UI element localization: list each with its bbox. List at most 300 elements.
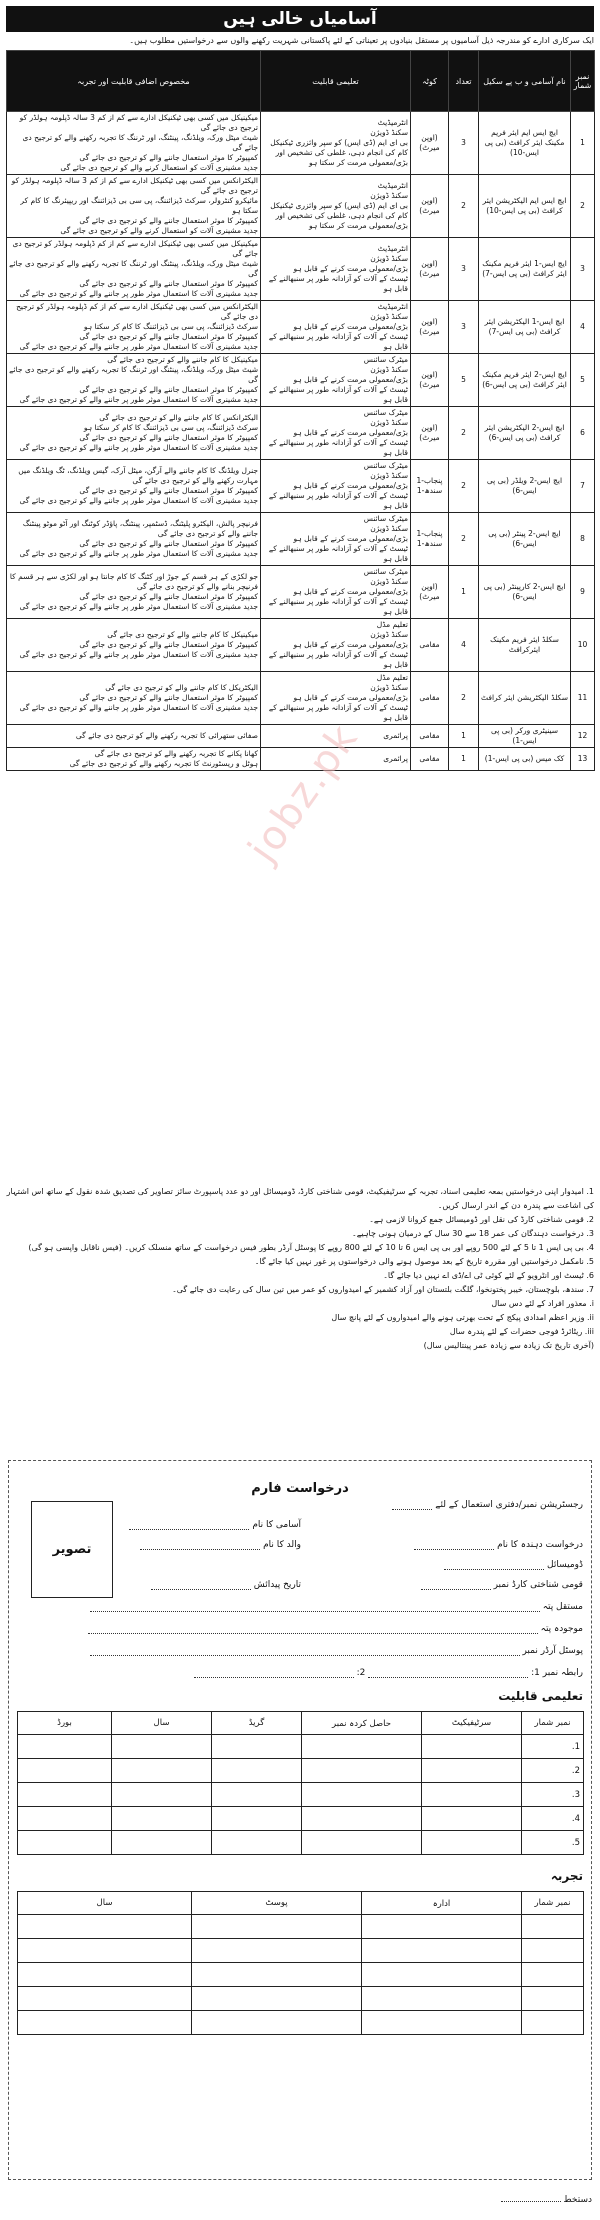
qualification-line: ٹیسٹ کے آلات کو آزادانہ طور پر سنبھالنے کے قابل ہو: [268, 274, 408, 293]
experience-row: [18, 2011, 584, 2035]
qualification-line: ٹیسٹ کے آلات کو آزادانہ طور پر سنبھالنے کے قابل ہو: [268, 650, 408, 669]
vacancy-qualification: [261, 513, 411, 566]
registration-line: [392, 1499, 432, 1510]
vacancy-qualification: [261, 672, 411, 725]
contact1-line: [368, 1667, 528, 1678]
vacancy-count: 2: [449, 513, 479, 566]
vacancy-post: ایچ ایس-2 الیکٹریشن ایئر کرافٹ (بی پی ایس-6): [479, 407, 571, 460]
experience-line: میکینیکل میں کسی بھی ٹیکنیکل ادارے سے کم از کم ڈپلومہ ہولڈر کو ترجیح دی جائے گی: [12, 239, 258, 258]
qualification-line: بڑی/معمولی مرمت کرنے کے قابل ہو: [293, 587, 408, 596]
education-cell[interactable]: [112, 1831, 212, 1855]
vacancy-row: [7, 566, 595, 619]
experience-line: مائیکرو کنٹرولر، سرکٹ ڈیزائننگ، پی سی بی ڈیزائننگ اور ریپیئرنگ کا کام کر سکتا ہو: [20, 196, 258, 215]
exp-header-institution: ادارہ: [362, 1892, 522, 1915]
vacancy-serial: 7: [571, 460, 595, 513]
domicile-line: [444, 1559, 544, 1570]
vacancy-quota: (اوپن میرٹ): [411, 238, 449, 301]
contact1-label: رابطہ نمبر 1:: [531, 1668, 583, 1678]
exp-header-serial: نمبر شمار: [522, 1892, 584, 1915]
vacancy-post: ایچ ایس ایم الیکٹریشن ایئر کرافٹ (بی پی ایس-10): [479, 175, 571, 238]
qualification-line: ٹیسٹ کے آلات کو آزادانہ طور پر سنبھالنے کے قابل ہو: [268, 438, 408, 457]
form-title: درخواست فارم: [251, 1481, 349, 1496]
education-row: [18, 1759, 584, 1783]
experience-line: شیٹ میٹل ورک، ویلڈنگ، پینٹنگ اور ٹرننگ کا تجربہ رکھنے والے کو ترجیح دی جائے گی: [9, 365, 258, 384]
qualification-line: سکنڈ ڈویژن: [370, 128, 408, 137]
experience-row: [18, 1939, 584, 1963]
experience-cell[interactable]: [522, 2011, 584, 2035]
experience-line: الیکٹرانکس کا کام جاننے والے کو ترجیح دی جائے گی: [99, 413, 258, 422]
education-cell[interactable]: [112, 1783, 212, 1807]
qualification-line: میٹرک سائنس: [363, 567, 408, 576]
experience-line: کمپیوٹر کا موثر استعمال جاننے والے کو ترجیح دی جائے گی: [79, 385, 258, 394]
intro-text: ایک سرکاری ادارے کو مندرجہ ذیل آسامیوں پر مستقل بنیادوں پر تعیناتی کے لئے پاکستانی شہریت رکھنے والوں سے درخواستیں مطلوب ہیں۔: [129, 36, 594, 45]
education-row: [18, 1807, 584, 1831]
experience-cell[interactable]: [522, 1963, 584, 1987]
vacancy-post: سینیٹری ورکر (بی پی ایس-1): [479, 725, 571, 748]
qualification-line: بڑی/معمولی مرمت کرنے کے قابل ہو: [293, 534, 408, 543]
vacancy-count: 3: [449, 238, 479, 301]
education-serial: 5.: [522, 1831, 584, 1855]
education-cell[interactable]: [212, 1831, 302, 1855]
experience-line: میکینیکل کا کام جاننے والے کو ترجیح دی جائے گی: [107, 630, 258, 639]
vacancy-experience: [7, 460, 261, 513]
col-header-serial: نمبر شمار: [571, 51, 595, 112]
current-address-line: [88, 1623, 538, 1634]
vacancy-experience: [7, 748, 261, 771]
education-cell[interactable]: [422, 1783, 522, 1807]
vacancy-row: [7, 301, 595, 354]
experience-line: کمپیوٹر کا موثر استعمال جاننے والے کو ترجیح دی جائے گی: [79, 216, 258, 225]
experience-header-row: [18, 1892, 584, 1915]
father-name-line: [140, 1539, 260, 1550]
experience-cell[interactable]: [522, 1939, 584, 1963]
qualification-line: سکنڈ ڈویژن: [370, 577, 408, 586]
vacancy-experience: [7, 175, 261, 238]
vacancy-count: 3: [449, 112, 479, 175]
vacancies-body: [7, 112, 595, 771]
qualification-line: سکنڈ ڈویژن: [370, 471, 408, 480]
qualification-line: میٹرک سائنس: [363, 408, 408, 417]
vacancies-table: [6, 50, 595, 771]
vacancy-serial: 2: [571, 175, 595, 238]
experience-line: صفائی ستھرائی کا تجربہ رکھنے والے کو ترجیح دی جائے گی: [75, 731, 258, 740]
qualification-line: ٹیسٹ کے آلات کو آزادانہ طور پر سنبھالنے کے قابل ہو: [268, 703, 408, 722]
experience-line: شیٹ میٹل ورک، ویلڈنگ، پینٹنگ اور ٹرننگ کا تجربہ رکھنے والے کو ترجیح دی جائے گی: [9, 259, 258, 278]
vacancy-count: 5: [449, 354, 479, 407]
vacancy-experience: [7, 301, 261, 354]
vacancy-qualification: [261, 460, 411, 513]
vacancy-quota: مقامی: [411, 672, 449, 725]
col-header-quota: کوٹہ: [411, 51, 449, 112]
education-serial: 3.: [522, 1783, 584, 1807]
vacancy-row: [7, 407, 595, 460]
vacancy-quota: مقامی: [411, 748, 449, 771]
experience-line: شیٹ میٹل ورک، ویلڈنگ، پینٹنگ، اور ٹرننگ کا تجربہ رکھنے والے کو ترجیح دی جائے گی: [22, 133, 258, 152]
experience-line: جو لکڑی کے ہر قسم کے جوڑ اور کٹنگ کا کام جانتا ہو اور لکڑی سے ہر قسم کا فرنیچر بنانے والے کو ترجیح دی جائے گی: [9, 572, 258, 591]
education-cell[interactable]: [302, 1783, 422, 1807]
note-item: (آخری تاریخ تک زیادہ سے زیادہ عمر پینتالیس سال): [423, 1341, 594, 1350]
experience-line: جدید مشینری آلات کا استعمال موثر طور پر جاننے والے کو ترجیح دی جائے گی: [19, 549, 258, 558]
education-row: [18, 1735, 584, 1759]
exp-header-year: سال: [18, 1892, 192, 1915]
education-cell[interactable]: [112, 1807, 212, 1831]
vacancy-serial: 1: [571, 112, 595, 175]
qualification-line: تعلیم مڈل: [376, 673, 408, 682]
vacancy-count: 2: [449, 460, 479, 513]
experience-line: کمپیوٹر کا موثر استعمال جاننے والے کو ترجیح دی جائے گی: [79, 486, 258, 495]
experience-cell[interactable]: [522, 1915, 584, 1939]
qualification-line: میٹرک سائنس: [363, 461, 408, 470]
vacancy-serial: 9: [571, 566, 595, 619]
vacancy-qualification: [261, 238, 411, 301]
vacancy-experience: [7, 725, 261, 748]
vacancy-qualification: [261, 112, 411, 175]
contact-field[interactable]: [194, 1667, 583, 1678]
vacancy-post: سکلڈ ایئر فریم مکینک ایئرکرافٹ: [479, 619, 571, 672]
education-cell[interactable]: [302, 1735, 422, 1759]
vacancy-serial: 3: [571, 238, 595, 301]
experience-body: [18, 1915, 584, 2035]
dob-label: تاریخ پیدائش: [253, 1580, 301, 1590]
qualification-line: بڑی/معمولی مرمت کرنے کے قابل ہو: [293, 693, 408, 702]
experience-line: کمپیوٹر کا موثر استعمال جاننے والے کو ترجیح دی جائے گی: [79, 153, 258, 162]
signature-field[interactable]: [501, 2195, 593, 2205]
qualification-line: پرائمری: [383, 731, 408, 740]
cnic-line: [421, 1579, 491, 1590]
education-cell[interactable]: [112, 1759, 212, 1783]
vacancy-count: 2: [449, 175, 479, 238]
vacancy-experience: [7, 112, 261, 175]
experience-cell[interactable]: [192, 1987, 362, 2011]
vacancy-qualification: [261, 301, 411, 354]
experience-line: کمپیوٹر کا موثر استعمال جاننے والے کو ترجیح دی جائے گی: [79, 592, 258, 601]
vacancy-count: 3: [449, 301, 479, 354]
page-title: آسامیاں خالی ہیں: [6, 6, 594, 32]
education-table: [17, 1711, 584, 1855]
education-cell[interactable]: [18, 1807, 112, 1831]
experience-line: جدید مشینری آلات کا استعمال موثر طور پر جاننے والے کو ترجیح دی جائے گی: [19, 395, 258, 404]
experience-line: فرنیچر پالش، الیکٹرو پلیٹنگ، ڈسٹمپر، پینٹنگ، پاؤڈر کوٹنگ اور آٹو موٹو پینٹنگ جاننے والے کو ترجیح دی جائے گی: [22, 519, 258, 538]
education-cell[interactable]: [422, 1831, 522, 1855]
experience-cell[interactable]: [18, 2011, 192, 2035]
education-cell[interactable]: [422, 1759, 522, 1783]
vacancy-quota: (اوپن میرٹ): [411, 354, 449, 407]
vacancy-experience: [7, 566, 261, 619]
vacancy-post: ایچ ایس-1 الیکٹریشن ایئر کرافٹ (بی پی ایس-7): [479, 301, 571, 354]
vacancy-experience: [7, 354, 261, 407]
education-cell[interactable]: [422, 1735, 522, 1759]
vacancy-row: [7, 238, 595, 301]
education-serial: 4.: [522, 1807, 584, 1831]
vacancy-count: 2: [449, 672, 479, 725]
note-item: 1. امیدوار اپنی درخواستیں بمعہ تعلیمی اسناد، تجربہ کے سرٹیفیکیٹ، قومی شناختی کارڈ، ڈومیسائل اور دو عدد پاسپورٹ سائز تصاویر کی تصدیق شدہ نقول کے ساتھ اس اشتہار کی اشاعت سے پندرہ دن کے اندر ارسال کریں۔: [6, 1187, 594, 1210]
experience-line: جدید مشینری آلات کو استعمال کرنے والے کو ترجیح دی جائے گی: [60, 163, 258, 172]
vacancy-count: 4: [449, 619, 479, 672]
domicile-label: ڈومیسائل: [547, 1560, 583, 1570]
qualification-line: انٹرمیڈیٹ: [377, 118, 408, 127]
qualification-line: بڑی/معمولی مرمت کرنے کے قابل ہو: [293, 264, 408, 273]
vacancy-count: 1: [449, 725, 479, 748]
qualification-line: ٹیسٹ کے آلات کو آزادانہ طور پر سنبھالنے کے قابل ہو: [268, 544, 408, 563]
experience-cell[interactable]: [18, 1939, 192, 1963]
qualification-line: بڑی/معمولی مرمت کرنے کے قابل ہو: [293, 428, 408, 437]
vacancy-post: ایچ ایس-2 پینٹر (بی پی ایس-6): [479, 513, 571, 566]
experience-title: تجربہ: [550, 1869, 583, 1883]
photo-box: تصویر: [31, 1501, 113, 1598]
vacancy-quota: پنجاب-1 سندھ-1: [411, 460, 449, 513]
edu-header-certificate: سرٹیفیکیٹ: [422, 1712, 522, 1735]
experience-cell[interactable]: [362, 2011, 522, 2035]
experience-table: [17, 1891, 584, 2035]
note-item: ii. وزیر اعظم امدادی پیکج کے تحت بھرتی ہونے والے امیدواروں کے لئے پانچ سال: [331, 1313, 594, 1322]
experience-line: جدید مشینری آلات کا استعمال موثر طور پر جاننے والے کو ترجیح دی جائے گی: [19, 443, 258, 452]
vacancy-post: ایچ ایس-2 ویلڈر (بی پی ایس-6): [479, 460, 571, 513]
vacancy-qualification: [261, 354, 411, 407]
father-name-label: والد کا نام: [263, 1540, 301, 1550]
experience-line: کمپیوٹر کا موثر استعمال جاننے والے کو ترجیح دی جائے گی: [79, 640, 258, 649]
vacancy-serial: 10: [571, 619, 595, 672]
experience-line: کھانا پکانے کا تجربہ رکھنے والے کو ترجیح دی جائے گی: [94, 749, 258, 758]
education-header-row: [18, 1712, 584, 1735]
vacancy-quota: پنجاب-1 سندھ-1: [411, 513, 449, 566]
qualification-line: بڑی/معمولی مرمت کرنے کے قابل ہو: [293, 322, 408, 331]
signature-label: دستخط: [563, 2195, 592, 2205]
edu-header-year: سال: [112, 1712, 212, 1735]
permanent-address-label: مستقل پتہ: [542, 1602, 583, 1612]
vacancy-post: ایچ ایس-2 ایئر فریم مکینک ایئر کرافٹ (بی پی ایس-6): [479, 354, 571, 407]
qualification-line: سکنڈ ڈویژن: [370, 683, 408, 692]
vacancy-quota: (اوپن میرٹ): [411, 175, 449, 238]
qualification-line: سکنڈ ڈویژن: [370, 365, 408, 374]
note-item: 2. قومی شناختی کارڈ کی نقل اور ڈومیسائل جمع کروانا لازمی ہے۔: [369, 1215, 594, 1224]
vacancy-qualification: [261, 566, 411, 619]
watermark: jobz.pk: [239, 715, 368, 871]
education-body: [18, 1735, 584, 1855]
vacancy-count: 2: [449, 407, 479, 460]
current-address-field[interactable]: [88, 1623, 583, 1634]
note-item: iii. ریٹائرڈ فوجی حضرات کے لئے پندرہ سال: [449, 1327, 594, 1336]
experience-line: سرکٹ ڈیزائننگ، پی سی بی ڈیزائننگ کا کام کر سکتا ہو: [83, 322, 258, 331]
vacancy-quota: مقامی: [411, 619, 449, 672]
qualification-line: سکنڈ ڈویژن: [370, 312, 408, 321]
cnic-field[interactable]: [421, 1579, 583, 1590]
vacancies-header-row: [7, 51, 595, 112]
experience-cell[interactable]: [522, 1987, 584, 2011]
experience-line: کمپیوٹر کا موثر استعمال جاننے والے کو ترجیح دی جائے گی: [79, 332, 258, 341]
experience-line: جدید مشینری آلات کا استعمال موثر طور پر جاننے والے کو ترجیح دی جائے گی: [19, 342, 258, 351]
qualification-line: پرائمری: [383, 754, 408, 763]
experience-row: [18, 1915, 584, 1939]
qualification-line: تعلیم مڈل: [376, 620, 408, 629]
education-cell[interactable]: [302, 1807, 422, 1831]
postal-order-field[interactable]: [90, 1645, 583, 1656]
experience-line: جدید مشینری آلات کا استعمال موثر طور پر جاننے والے کو ترجیح دی جائے گی: [19, 703, 258, 712]
experience-line: میکینیکل میں کسی بھی ٹیکنیکل ادارے سے کم از کم 3 سالہ ڈپلومہ ہولڈر کو ترجیح دی جائے گی: [19, 113, 258, 132]
qualification-line: ٹیسٹ کے آلات کو آزادانہ طور پر سنبھالنے کے قابل ہو: [268, 491, 408, 510]
vacancy-row: [7, 672, 595, 725]
vacancy-row: [7, 354, 595, 407]
education-cell[interactable]: [212, 1807, 302, 1831]
experience-row: [18, 1987, 584, 2011]
qualification-line: انٹرمیڈیٹ: [377, 302, 408, 311]
education-cell[interactable]: [302, 1759, 422, 1783]
experience-cell[interactable]: [362, 1987, 522, 2011]
education-cell[interactable]: [18, 1783, 112, 1807]
qualification-line: میٹرک سائنس: [363, 514, 408, 523]
experience-cell[interactable]: [18, 1987, 192, 2011]
education-title: تعلیمی قابلیت: [498, 1689, 583, 1703]
current-address-label: موجودہ پتہ: [540, 1624, 583, 1634]
qualification-line: بڑی/معمولی مرمت کرنے کے قابل ہو: [293, 375, 408, 384]
experience-cell[interactable]: [362, 1939, 522, 1963]
experience-line: کمپیوٹر کا موثر استعمال جاننے والے کو ترجیح دی جائے گی: [79, 433, 258, 442]
note-item: 3. درخواست دہندگان کی عمر 18 سے 30 سال کے درمیان ہونی چاہیے۔: [352, 1229, 594, 1238]
education-serial: 1.: [522, 1735, 584, 1759]
vacancy-quota: (اوپن میرٹ): [411, 566, 449, 619]
edu-header-grade: گریڈ: [212, 1712, 302, 1735]
post-name-field[interactable]: [129, 1519, 301, 1530]
qualification-line: ٹیسٹ کے آلات کو آزادانہ طور پر سنبھالنے کے قابل ہو: [268, 597, 408, 616]
registration-label: رجسٹریشن نمبر/دفتری استعمال کے لئے: [435, 1500, 583, 1510]
experience-line: جدید مشینری آلات کا استعمال موثر طور پر جاننے والے کو ترجیح دی جائے گی: [19, 602, 258, 611]
note-item: 5. نامکمل درخواستیں اور مقررہ تاریخ کے بعد موصول ہونے والی درخواستوں پر غور نہیں کیا جائے گا۔: [254, 1257, 594, 1266]
vacancy-serial: 6: [571, 407, 595, 460]
vacancy-qualification: [261, 407, 411, 460]
contact2-line: [194, 1667, 354, 1678]
vacancy-serial: 13: [571, 748, 595, 771]
experience-cell[interactable]: [192, 1915, 362, 1939]
applicant-name-field[interactable]: [414, 1539, 583, 1550]
father-name-field[interactable]: [140, 1539, 301, 1550]
notes-section: [6, 1185, 594, 1353]
vacancy-serial: 4: [571, 301, 595, 354]
domicile-field[interactable]: [444, 1559, 583, 1570]
education-cell[interactable]: [18, 1831, 112, 1855]
dob-field[interactable]: [151, 1579, 301, 1590]
education-cell[interactable]: [212, 1735, 302, 1759]
experience-cell[interactable]: [362, 1915, 522, 1939]
experience-line: میکینیکل کا کام جاننے والے کو ترجیح دی جائے گی: [107, 355, 258, 364]
dob-line: [151, 1579, 251, 1590]
experience-row: [18, 1963, 584, 1987]
experience-line: جدید مشینری آلات کا استعمال موثر طور پر جاننے والے کو ترجیح دی جائے گی: [19, 289, 258, 298]
postal-order-line: [90, 1645, 520, 1656]
experience-line: جدید مشینری آلات کا استعمال موثر طور پر جاننے والے کو ترجیح دی جائے گی: [19, 496, 258, 505]
education-cell[interactable]: [18, 1735, 112, 1759]
note-item: 7. سندھ، بلوچستان، خیبر پختونخوا، گلگت بلتستان اور آزاد کشمیر کے امیدواروں کو عمر میں تین سال کی رعایت دی جائے گی۔: [172, 1285, 594, 1294]
vacancy-quota: (اوپن میرٹ): [411, 301, 449, 354]
qualification-line: بی ای ایم (ڈی ایس) کو سپر وائزری ٹیکنیکل کام کی انجام دہی، غلطی کی تشخیص اور بڑی/معمولی مرمت کر سکتا ہو: [270, 138, 408, 167]
permanent-address-line: [90, 1601, 540, 1612]
vacancy-quota: (اوپن میرٹ): [411, 407, 449, 460]
postal-order-label: پوسٹل آرڈر نمبر: [522, 1646, 583, 1656]
experience-cell[interactable]: [192, 1963, 362, 1987]
registration-field[interactable]: [392, 1499, 583, 1510]
vacancy-row: [7, 175, 595, 238]
exp-header-post: پوسٹ: [192, 1892, 362, 1915]
qualification-line: سکنڈ ڈویژن: [370, 418, 408, 427]
vacancy-experience: [7, 238, 261, 301]
vacancy-row: [7, 619, 595, 672]
vacancy-serial: 5: [571, 354, 595, 407]
vacancy-post: کک میس (بی پی ایس-1): [479, 748, 571, 771]
note-item: i. معذور افراد کے لئے دس سال: [491, 1299, 594, 1308]
col-header-count: تعداد: [449, 51, 479, 112]
education-cell[interactable]: [422, 1807, 522, 1831]
col-header-post: نام آسامی و ب پے سکیل: [479, 51, 571, 112]
vacancy-serial: 12: [571, 725, 595, 748]
post-name-line: [129, 1519, 249, 1530]
signature-line: [501, 2201, 561, 2202]
education-cell[interactable]: [112, 1735, 212, 1759]
experience-line: جدید مشینری آلات کو استعمال کرنے والے کو ترجیح دی جائے گی: [60, 226, 258, 235]
vacancy-post: ایچ ایس ایم ایئر فریم مکینک ایئر کرافٹ (بی پی ایس-10): [479, 112, 571, 175]
vacancy-serial: 8: [571, 513, 595, 566]
edu-header-serial: نمبر شمار: [522, 1712, 584, 1735]
education-row: [18, 1783, 584, 1807]
experience-cell[interactable]: [362, 1963, 522, 1987]
qualification-line: سکنڈ ڈویژن: [370, 254, 408, 263]
experience-cell[interactable]: [192, 1939, 362, 1963]
col-header-experience: مخصوص اضافی قابلیت اور تجربہ: [7, 51, 261, 112]
application-form: [8, 1460, 592, 2180]
col-header-qualification: تعلیمی قابلیت: [261, 51, 411, 112]
experience-line: سرکٹ ڈیزائننگ، پی سی بی ڈیزائننگ کا کام کر سکتا ہو: [83, 423, 258, 432]
vacancy-count: 1: [449, 566, 479, 619]
education-cell[interactable]: [302, 1831, 422, 1855]
qualification-line: ٹیسٹ کے آلات کو آزادانہ طور پر سنبھالنے کے قابل ہو: [268, 332, 408, 351]
note-item: 4. بی پی ایس 1 تا 5 کے لئے 500 روپے اور بی پی ایس 6 تا 10 کے لئے 800 روپے کا پوسٹل آرڈر بطور فیس درخواست کے ساتھ منسلک کریں۔ (فیس ناقابل واپسی ہو گی): [28, 1243, 594, 1252]
vacancy-row: [7, 112, 595, 175]
vacancy-count: 1: [449, 748, 479, 771]
vacancy-qualification: [261, 619, 411, 672]
vacancy-experience: [7, 672, 261, 725]
edu-header-board: بورڈ: [18, 1712, 112, 1735]
qualification-line: ٹیسٹ کے آلات کو آزادانہ طور پر سنبھالنے کے قابل ہو: [268, 385, 408, 404]
applicant-name-label: درخواست دہندہ کا نام: [497, 1540, 583, 1550]
experience-cell[interactable]: [192, 2011, 362, 2035]
education-cell[interactable]: [18, 1759, 112, 1783]
qualification-line: میٹرک سائنس: [363, 355, 408, 364]
vacancy-post: ایچ ایس-2 کارپینٹر (بی پی ایس-6): [479, 566, 571, 619]
post-name-label: آسامی کا نام: [252, 1520, 301, 1530]
experience-line: جدید مشینری آلات کا استعمال موثر طور پر جاننے والے کو ترجیح دی جائے گی: [19, 650, 258, 659]
vacancy-post: سکلڈ الیکٹریشن ایئر کرافٹ: [479, 672, 571, 725]
vacancy-experience: [7, 513, 261, 566]
vacancy-quota: (اوپن میرٹ): [411, 112, 449, 175]
qualification-line: بڑی/معمولی مرمت کرنے کے قابل ہو: [293, 640, 408, 649]
vacancy-post: ایچ ایس-1 ایئر فریم مکینک ایئر کرافٹ (بی پی ایس-7): [479, 238, 571, 301]
experience-line: کمپیوٹر کا موثر استعمال جاننے والے کو ترجیح دی جائے گی: [79, 693, 258, 702]
education-cell[interactable]: [212, 1759, 302, 1783]
permanent-address-field[interactable]: [90, 1601, 583, 1612]
vacancy-experience: [7, 619, 261, 672]
qualification-line: بی ای ایم (ڈی ایس) کو سپر وائزری ٹیکنیکل کام کی انجام دہی، غلطی کی تشخیص اور بڑی/معمولی مرمت کر سکتا ہو: [270, 201, 408, 230]
education-serial: 2.: [522, 1759, 584, 1783]
experience-line: الیکٹریکل کا کام جاننے والے کو ترجیح دی جائے گی: [105, 683, 258, 692]
experience-line: جنرل ویلڈنگ کا کام جاننے والے آرگن، میٹل آرک، گیس ویلڈنگ، ٹگ ویلڈنگ میں مہارت رکھنے والے کو ترجیح دی جائے گی: [18, 466, 258, 485]
experience-cell[interactable]: [18, 1963, 192, 1987]
experience-line: کمپیوٹر کا موثر استعمال جاننے والے کو ترجیح دی جائے گی: [79, 539, 258, 548]
applicant-name-line: [414, 1539, 494, 1550]
experience-line: الیکٹرانکس میں کسی بھی ٹیکنیکل ادارے سے کم از کم 3 سالہ ڈپلومہ ہولڈر کو ترجیح دی جائے گی: [11, 176, 258, 195]
experience-cell[interactable]: [18, 1915, 192, 1939]
qualification-line: سکنڈ ڈویژن: [370, 524, 408, 533]
qualification-line: بڑی/معمولی مرمت کرنے کے قابل ہو: [293, 481, 408, 490]
vacancy-row: [7, 513, 595, 566]
vacancy-row: [7, 460, 595, 513]
education-cell[interactable]: [212, 1783, 302, 1807]
